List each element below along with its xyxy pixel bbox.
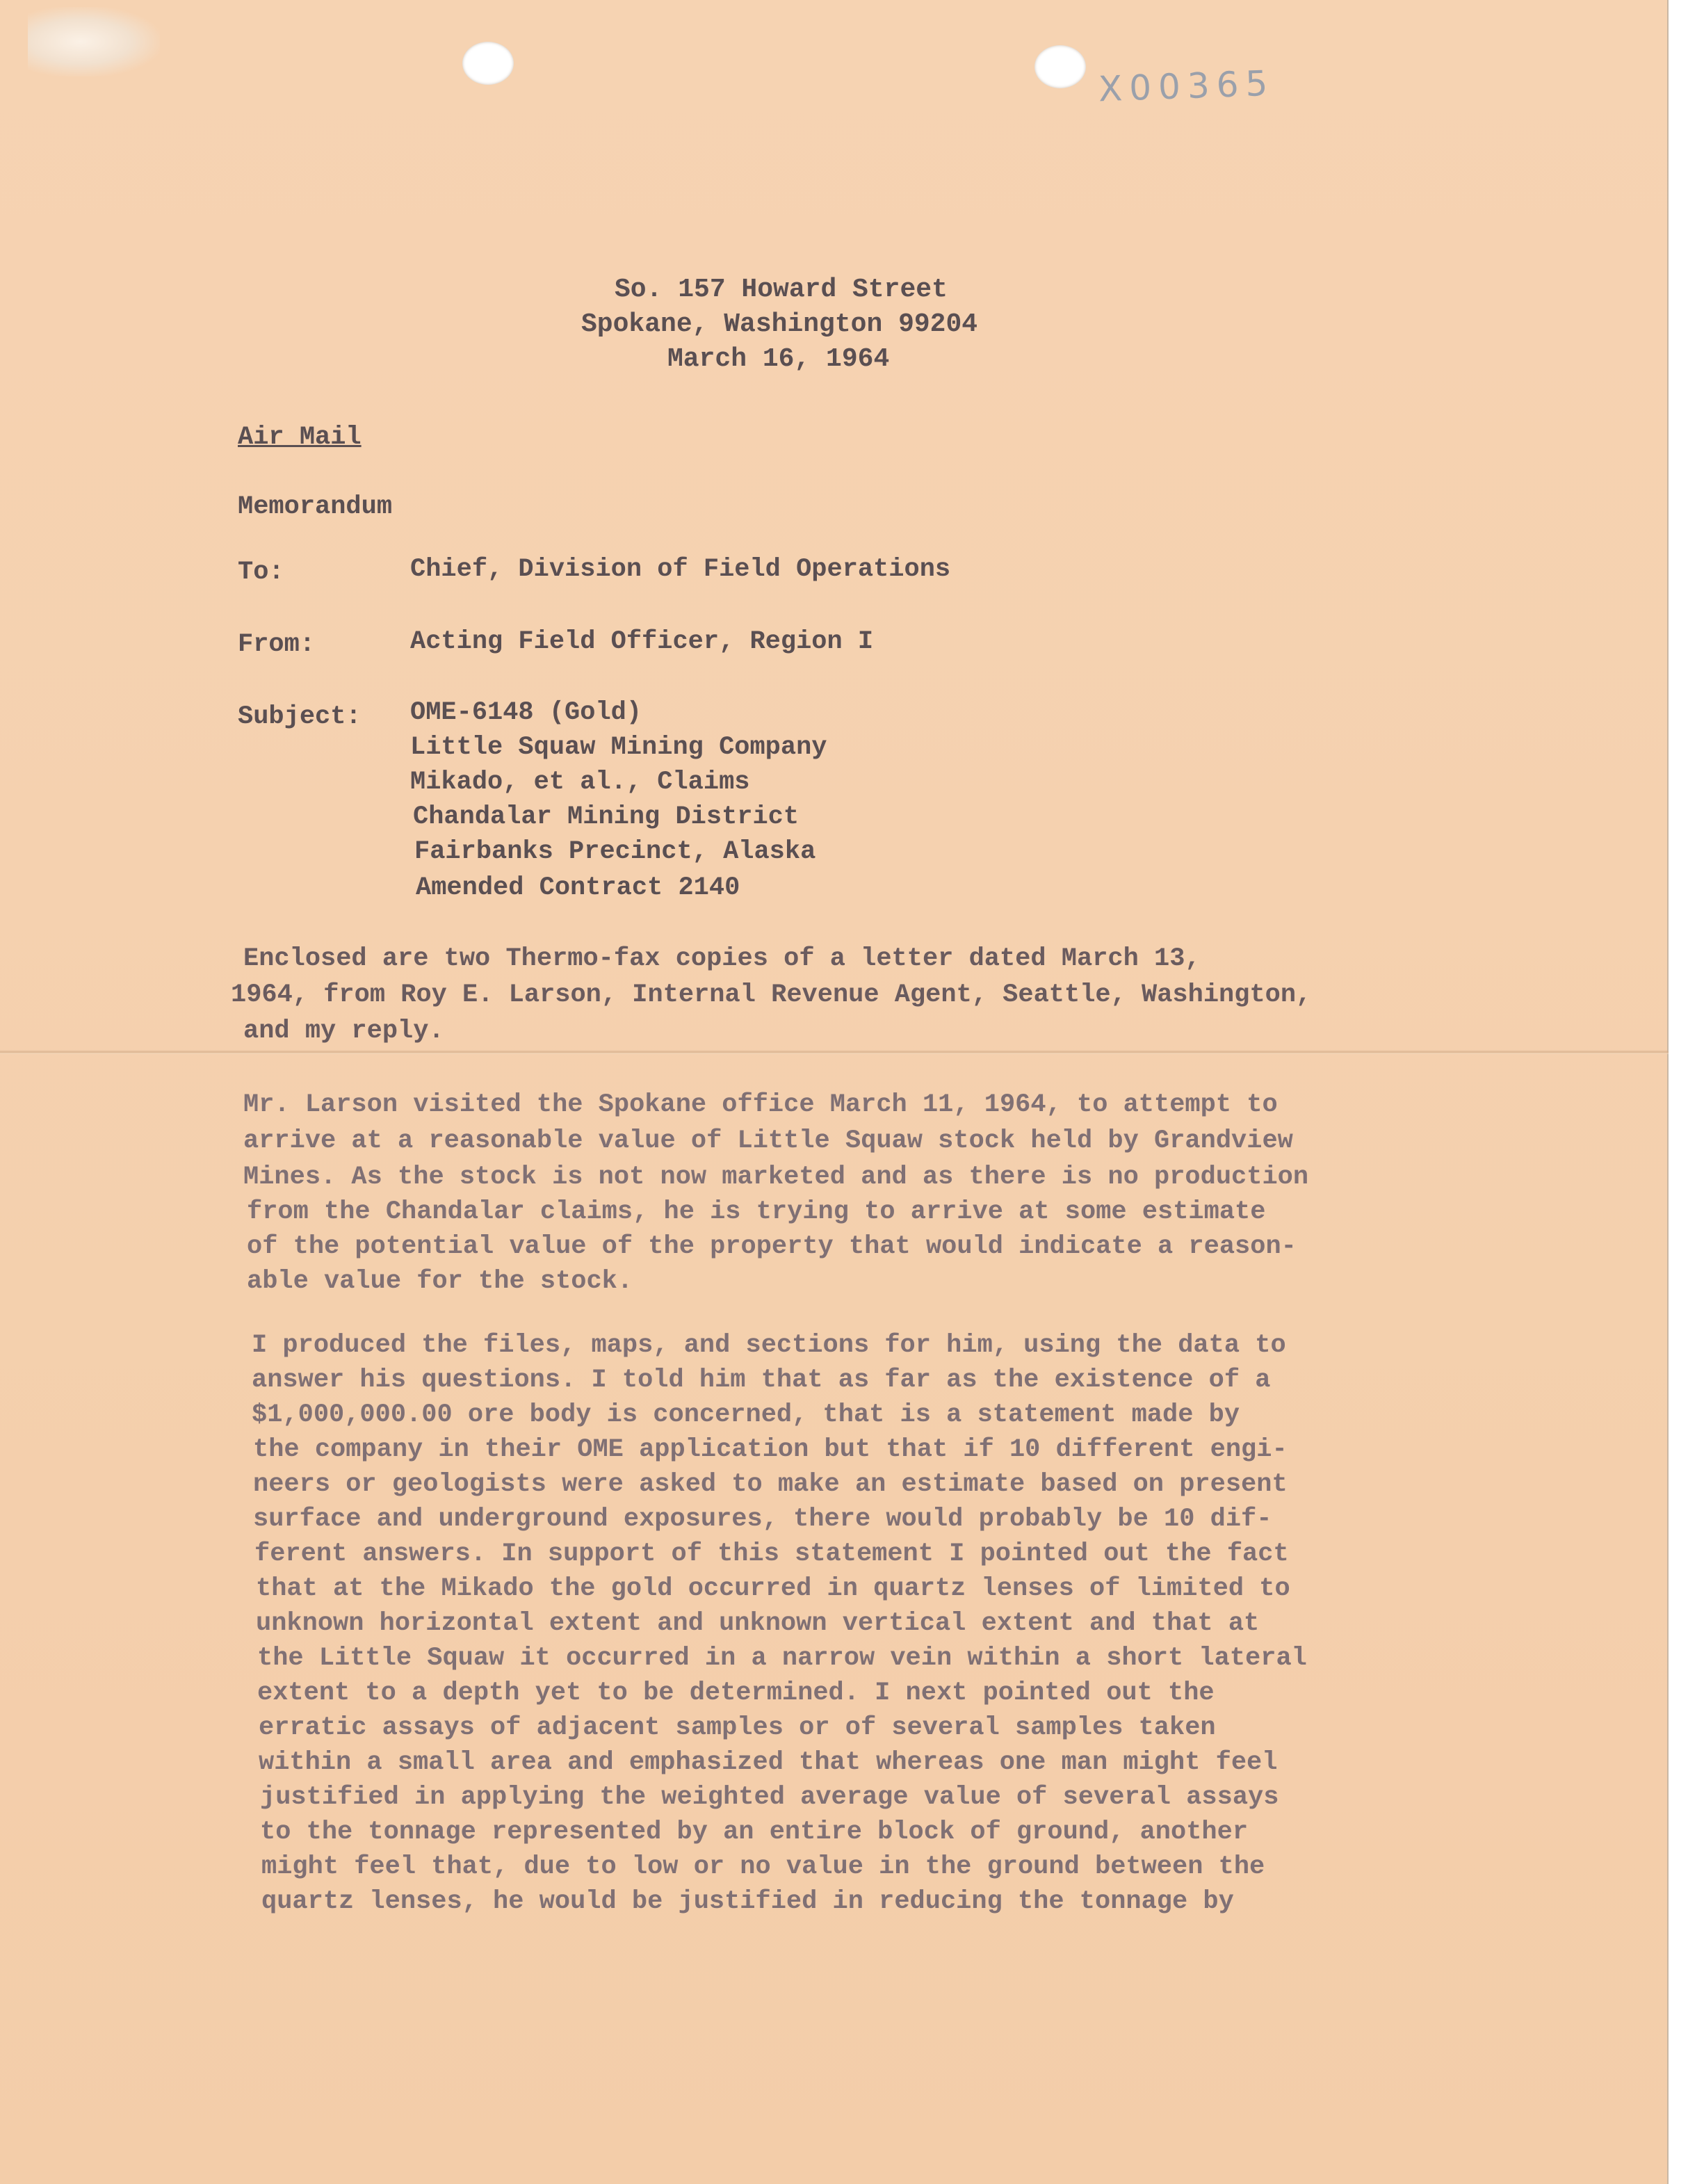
paragraph-1-line: Enclosed are two Thermo-fax copies of a letter dated March 13,	[243, 944, 1201, 973]
paragraph-3-line: justified in applying the weighted average value of several assays	[260, 1783, 1279, 1812]
from-label: From:	[238, 630, 316, 659]
paragraph-3-line: within a small area and emphasized that whereas one man might feel	[259, 1748, 1278, 1777]
letter-date: March 16, 1964	[667, 344, 890, 374]
paragraph-3-line: I produced the files, maps, and sections for him, using the data to	[252, 1331, 1286, 1360]
paragraph-2-line: from the Chandalar claims, he is trying to arrive at some estimate	[247, 1197, 1266, 1227]
to-value: Chief, Division of Field Operations	[410, 555, 951, 584]
address-line-2: Spokane, Washington 99204	[581, 309, 978, 339]
scan-border	[1667, 0, 1688, 2184]
paragraph-3-line: might feel that, due to low or no value in the ground between the	[261, 1852, 1265, 1882]
to-label: To:	[238, 558, 284, 587]
paragraph-3-line: quartz lenses, he would be justified in reducing the tonnage by	[261, 1887, 1234, 1916]
paragraph-3-line: the Little Squaw it occurred in a narrow vein within a short lateral	[257, 1644, 1307, 1673]
paragraph-3-line: unknown horizontal extent and unknown vertical extent and that at	[256, 1609, 1260, 1638]
paragraph-3-line: answer his questions. I told him that as far as the existence of a	[252, 1366, 1271, 1395]
punch-hole-right	[1034, 45, 1086, 88]
paragraph-3-line: the company in their OME application but that if 10 different engi-	[253, 1435, 1288, 1464]
subject-line: Fairbanks Precinct, Alaska	[414, 837, 816, 866]
subject-line: Little Squaw Mining Company	[410, 733, 827, 762]
address-line-1: So. 157 Howard Street	[615, 275, 948, 305]
paragraph-3-line: erratic assays of adjacent samples or of several samples taken	[259, 1713, 1216, 1742]
document-type: Memorandum	[238, 492, 393, 521]
paragraph-1-line: and my reply.	[243, 1017, 444, 1046]
paragraph-2-line: of the potential value of the property that would indicate a reason-	[247, 1232, 1297, 1261]
paragraph-3-line: $1,000,000.00 ore body is concerned, that is a statement made by	[252, 1400, 1240, 1430]
subject-line: Amended Contract 2140	[416, 873, 740, 903]
torn-corner	[28, 7, 160, 76]
delivery-method: Air Mail	[238, 423, 362, 452]
paragraph-3-line: to the tonnage represented by an entire block of ground, another	[260, 1818, 1249, 1847]
document-number-stamp: X00365	[1098, 63, 1276, 110]
paragraph-3-line: that at the Mikado the gold occurred in quartz lenses of limited to	[256, 1574, 1290, 1603]
paragraph-3-line: surface and underground exposures, there would probably be 10 dif-	[253, 1505, 1272, 1534]
paragraph-3-line: ferent answers. In support of this statement I pointed out the fact	[254, 1539, 1289, 1569]
from-value: Acting Field Officer, Region I	[410, 627, 874, 656]
subject-label: Subject:	[238, 702, 362, 731]
paragraph-2-line: arrive at a reasonable value of Little Squaw stock held by Grandview	[243, 1126, 1293, 1156]
paper-fold	[0, 1050, 1669, 1054]
subject-line: OME-6148 (Gold)	[410, 698, 642, 727]
paragraph-1-line: 1964, from Roy E. Larson, Internal Revenue Agent, Seattle, Washington,	[231, 980, 1312, 1010]
paragraph-2-line: Mines. As the stock is not now marketed and as there is no production	[243, 1163, 1309, 1192]
paragraph-2-line: Mr. Larson visited the Spokane office March 11, 1964, to attempt to	[243, 1090, 1278, 1119]
subject-line: Mikado, et al., Claims	[410, 768, 750, 797]
subject-line: Chandalar Mining District	[413, 802, 800, 832]
paragraph-2-line: able value for the stock.	[247, 1267, 633, 1296]
punch-hole-left	[462, 42, 514, 85]
paragraph-3-line: neers or geologists were asked to make an estimate based on present	[253, 1470, 1288, 1499]
paragraph-3-line: extent to a depth yet to be determined. I next pointed out the	[257, 1679, 1215, 1708]
